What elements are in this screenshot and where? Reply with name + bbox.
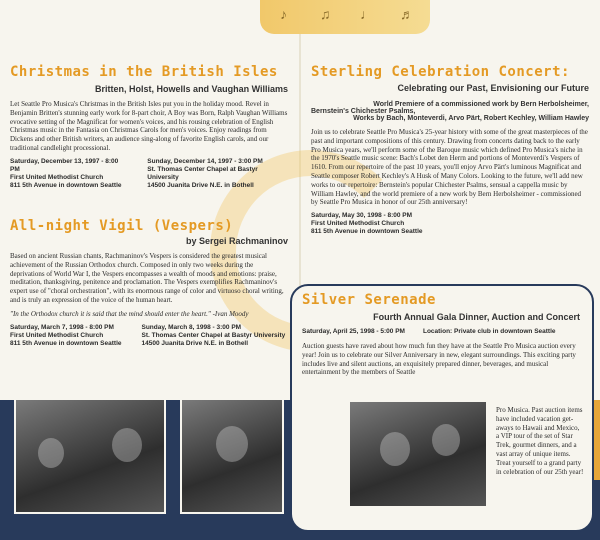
serenade-body-1: Auction guests have raved about how much fun they have at the Seattle Pro Musica auction every year! Join us to celebrate our Silver Anniversary in new, elegant surroundings. This exciting party includes live and silent auctions, an exquisitely prepared dinner, beverages, and musical entertainment by the members of Seattle [302,342,576,377]
perf-date: Sunday, December 14, 1997 - 3:00 PM [147,157,263,165]
singer-face [112,428,142,462]
vigil-quote: "In the Orthodox church it is said that the mind should enter the heart." -Ivan Moody [10,309,249,318]
perf-address: 14500 Juanita Drive N.E. in Bothell [141,339,249,347]
perf-place: First United Methodist Church [311,220,405,228]
perf-date: Saturday, March 7, 1998 - 8:00 PM [10,323,114,331]
sterling-premiere: World Premiere of a commissioned work by Bern Herbolsheimer, [373,101,589,108]
vigil-body: Based on ancient Russian chants, Rachmaninov's Vespers is considered the greatest musical achievement of the Russian Orthodox church. Composed in only two weeks during the deprivations of World War I, the Vespers encompasses a wealth of moods and emotions: praise, meditation, thanksgiving, penitence and proclamation. The Vespers exemplifies Rachmaninov's expert use of "choral orchestration", with its enormous range of color and virtuoso choral writing, and is truly an expression of the voice of the human heart. [10,252,284,304]
christmas-subtitle: Britten, Holst, Howells and Vaughan Williams [95,84,288,94]
vigil-title: All-night Vigil (Vespers) [10,218,234,234]
singer-face [38,438,64,468]
vigil-performances [10,324,288,348]
choir-photo-1 [14,398,166,514]
perf-date: Saturday, May 30, 1998 - 8:00 PM [311,212,413,220]
perf-place: First United Methodist Church [10,331,104,339]
serenade-body-2: Pro Musica. Past auction items have included vacation get-aways to Hawaii and Mexico, a VIP tour of the set of Star Trek, gourmet dinners, and a vast array of unique items. Treat yourself to a grand party in celebration of our 25th year! [496,406,584,476]
singer-face [216,426,248,462]
sterling-title: Sterling Celebration Concert: [311,64,570,80]
sterling-works: Works by Bach, Monteverdi, Arvo Pärt, Robert Kechley, William Hawley [353,115,589,122]
christmas-perf-2 [147,158,288,190]
serenade-date: Saturday, April 25, 1998 - 5:00 PM [302,328,405,335]
serenade-details [302,328,580,336]
choir-photo-2 [180,398,284,514]
perf-date: Sunday, March 8, 1998 - 3:00 PM [141,323,242,331]
perf-place: St. Thomas Center Chapel at Bastyr University [141,331,286,339]
music-note-icon: ♫ [320,8,331,23]
perf-date: Saturday, December 13, 1997 - 8:00 PM [10,157,119,173]
serenade-section [302,292,580,377]
singer-face [432,424,460,456]
music-note-icon: ♪ [280,8,287,23]
sterling-perf [311,212,589,236]
christmas-section [10,64,288,190]
sterling-premiere-2: Bernstein's Chichester Psalms, [311,108,416,115]
vigil-subtitle: by Sergei Rachmaninov [185,236,288,246]
christmas-body: Let Seattle Pro Musica's Christmas in the British Isles put you in the holiday mood. Revel in Benjamin Britten's stunning early work for 8-part choir, A Boy was Born, Ralph Vaughan Williams evocative setting of the Magnificat for women's voices, and his rousing celebration of English Christmas music in the Fantasia on Christmas Carols for men's voices. Enjoy readings from Dickens and other British writers, an audience sing-along of favorite English carols, and our traditional candlelight processional. [10,100,288,152]
singer-face [380,432,410,466]
vigil-perf-1 [10,324,121,348]
sterling-body: Join us to celebrate Seattle Pro Musica's 25-year history with some of the great masterpieces of the past and important compositions of this century. Drawing from concerts dating back to the early Pro Musica years, we'll perform some of the Baroque music which defined Pro Musica's niche in the 1970's Seattle music scene: Bach's Lobet den Herrn and portions of Monteverdi's Vespers of 1610. From our repertoire of the past 10 years, you'll enjoy Arvo Pärt's luminous Magnificat and Seattle composer Robert Kechley's A Husk of Many Colors. Looking to the future, we'll add new works to our repertoire: Bernstein's popular Chichester Psalms, sensual a cappella music by William Hawley, and the world premiere of a new work by Bern Herbolsheimer - commissioned by Seattle Pro Musica in honor of our 25th anniversary! [311,128,588,207]
music-note-icon: ♬ [400,8,414,23]
sterling-section [311,64,589,236]
vigil-perf-2 [141,324,285,348]
sterling-subtitle: Celebrating our Past, Envisioning our Future [397,83,589,93]
perf-place: St. Thomas Center Chapel at Bastyr University [147,165,258,181]
perf-place: First United Methodist Church [10,173,104,181]
serenade-title: Silver Serenade [302,292,436,308]
vigil-section [10,218,288,348]
perf-address: 811 5th Avenue in downtown Seattle [10,181,122,189]
perf-address: 14500 Juanita Drive N.E. in Bothell [147,181,254,189]
christmas-performances [10,158,288,190]
music-note-icon: ♩ [360,8,374,23]
christmas-perf-1 [10,158,127,190]
serenade-subtitle: Fourth Annual Gala Dinner, Auction and Concert [373,312,580,322]
perf-address: 811 5th Avenue in downtown Seattle [10,339,122,347]
perf-address: 811 5th Avenue in downtown Seattle [311,228,423,236]
choir-photo-3 [348,400,488,508]
serenade-location: Location: Private club in downtown Seattle [422,328,556,335]
christmas-title: Christmas in the British Isles [10,64,278,80]
music-staff-decoration [260,0,430,34]
